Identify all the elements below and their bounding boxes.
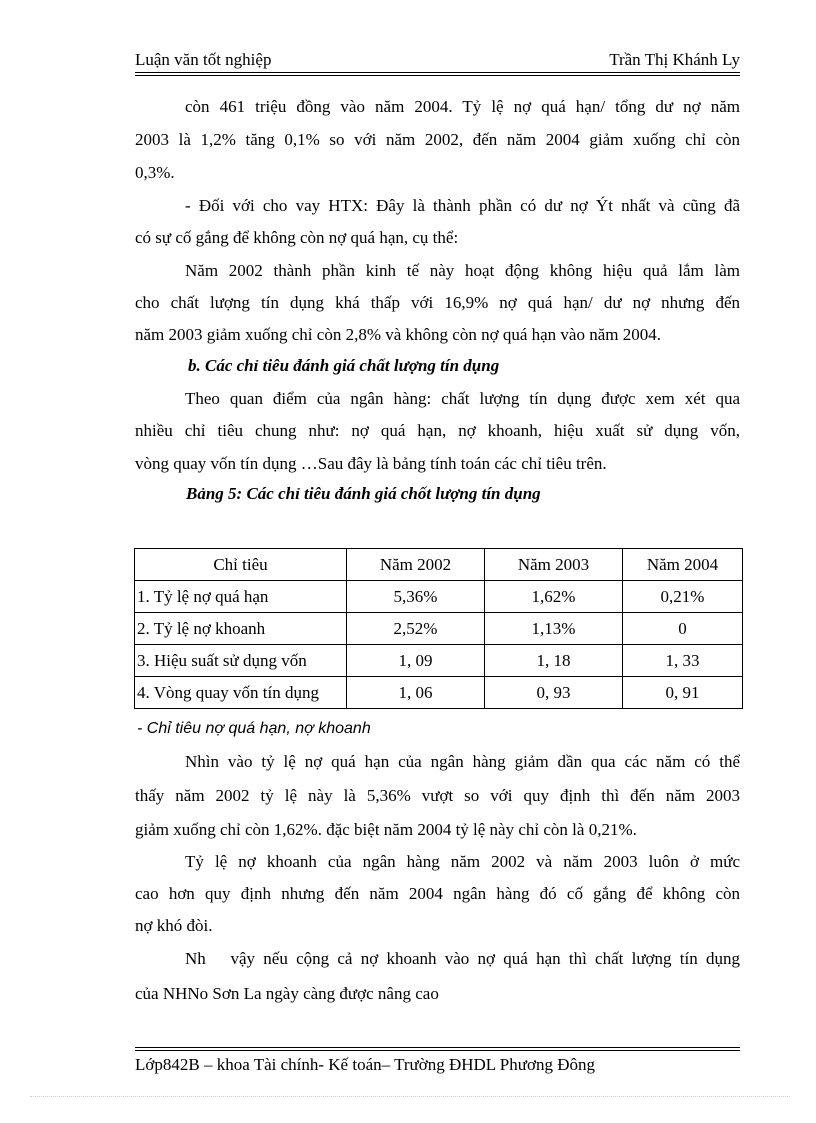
table-cell: 0,21% xyxy=(623,581,743,613)
table-header-row xyxy=(135,549,743,581)
table-cell: 3. Hiệu suất sử dụng vốn xyxy=(135,645,347,677)
page-bottom-divider xyxy=(30,1096,790,1097)
table-header-cell: Năm 2003 xyxy=(485,549,623,581)
text-line: Theo quan điểm của ngân hàng: chất lượng tín dụng được xem xét qua xyxy=(185,389,740,408)
table-cell: 0, 91 xyxy=(623,677,743,709)
table-cell: 5,36% xyxy=(347,581,485,613)
header-rule xyxy=(135,72,740,73)
text-line: - Đối với cho vay HTX: Đây là thành phần có dư nợ Ýt nhất và cũng đã xyxy=(185,196,740,215)
table-header-cell: Năm 2002 xyxy=(347,549,485,581)
table-row xyxy=(135,645,743,677)
text-line: nhiều chỉ tiêu chung như: nợ quá hạn, nợ khoanh, hiệu xuất sử dụng vốn, xyxy=(135,421,740,440)
table-cell: 4. Vòng quay vốn tín dụng xyxy=(135,677,347,709)
footer-rule-secondary xyxy=(135,1050,740,1051)
text-line: năm 2003 giảm xuống chỉ còn 2,8% và không còn nợ quá hạn vào năm 2004. xyxy=(135,325,661,344)
table-note: - Chỉ tiêu nợ quá hạn, nợ khoanh xyxy=(137,720,371,737)
table-row xyxy=(135,581,743,613)
table-cell: 2,52% xyxy=(347,613,485,645)
text-line: vòng quay vốn tín dụng …Sau đây là bảng tính toán các chỉ tiêu trên. xyxy=(135,454,607,473)
header-left: Luận văn tốt nghiệp xyxy=(135,50,272,69)
text-line: nợ khó đòi. xyxy=(135,916,213,935)
text-line: Năm 2002 thành phần kinh tế này hoạt động không hiệu quả lắm làm xyxy=(185,261,740,280)
text-line: cho chất lượng tín dụng khá thấp với 16,9% nợ quá hạn/ dư nợ nhưng đến xyxy=(135,293,740,312)
text-line: 0,3%. xyxy=(135,163,175,182)
table-row xyxy=(135,677,743,709)
table-cell: 0, 93 xyxy=(485,677,623,709)
text-line: còn 461 triệu đồng vào năm 2004. Tỷ lệ nợ quá hạn/ tổng dư nợ năm xyxy=(185,97,740,116)
table-title: Bảng 5: Các chỉ tiêu đánh giá chốt lượng tín dụng xyxy=(186,484,541,503)
footer-rule xyxy=(135,1047,740,1048)
header-rule-secondary xyxy=(135,75,740,76)
table-cell: 1, 09 xyxy=(347,645,485,677)
footer-text: Lớp842B – khoa Tài chính- Kế toán– Trường ĐHDL Phương Đông xyxy=(135,1055,595,1074)
header-right: Trần Thị Khánh Ly xyxy=(609,50,740,69)
indicators-table xyxy=(134,548,743,709)
table-header-cell: Năm 2004 xyxy=(623,549,743,581)
text-line: cao hơn quy định nhưng đến năm 2004 ngân hàng đó cố gắng để không còn xyxy=(135,884,740,903)
table-cell: 1, 18 xyxy=(485,645,623,677)
table-cell: 2. Tỷ lệ nợ khoanh xyxy=(135,613,347,645)
table-row xyxy=(135,613,743,645)
table-header-cell: Chỉ tiêu xyxy=(135,549,347,581)
text-line: Nh vậy nếu cộng cả nợ khoanh vào nợ quá hạn thì chất lượng tín dụng xyxy=(185,949,740,968)
text-line: Nhìn vào tỷ lệ nợ quá hạn của ngân hàng giảm dần qua các năm có thể xyxy=(185,752,740,771)
table-cell: 1, 06 xyxy=(347,677,485,709)
table-cell: 0 xyxy=(623,613,743,645)
text-line: có sự cố gắng để không còn nợ quá hạn, cụ thể: xyxy=(135,228,459,247)
text-line: của NHNo Sơn La ngày càng được nâng cao xyxy=(135,984,439,1003)
table-cell: 1, 33 xyxy=(623,645,743,677)
text-line: thấy năm 2002 tỷ lệ này là 5,36% vượt so với quy định thì đến năm 2003 xyxy=(135,786,740,805)
text-line: 2003 là 1,2% tăng 0,1% so với năm 2002, đến năm 2004 giảm xuống chỉ còn xyxy=(135,130,740,149)
text-line: Tỷ lệ nợ khoanh của ngân hàng năm 2002 và năm 2003 luôn ở mức xyxy=(185,852,740,871)
table-cell: 1,62% xyxy=(485,581,623,613)
table-cell: 1,13% xyxy=(485,613,623,645)
table-cell: 1. Tỷ lệ nợ quá hạn xyxy=(135,581,347,613)
text-line: giảm xuống chỉ còn 1,62%. đặc biệt năm 2004 tỷ lệ này chỉ còn là 0,21%. xyxy=(135,820,637,839)
section-heading: b. Các chỉ tiêu đánh giá chất lượng tín dụng xyxy=(188,356,500,375)
